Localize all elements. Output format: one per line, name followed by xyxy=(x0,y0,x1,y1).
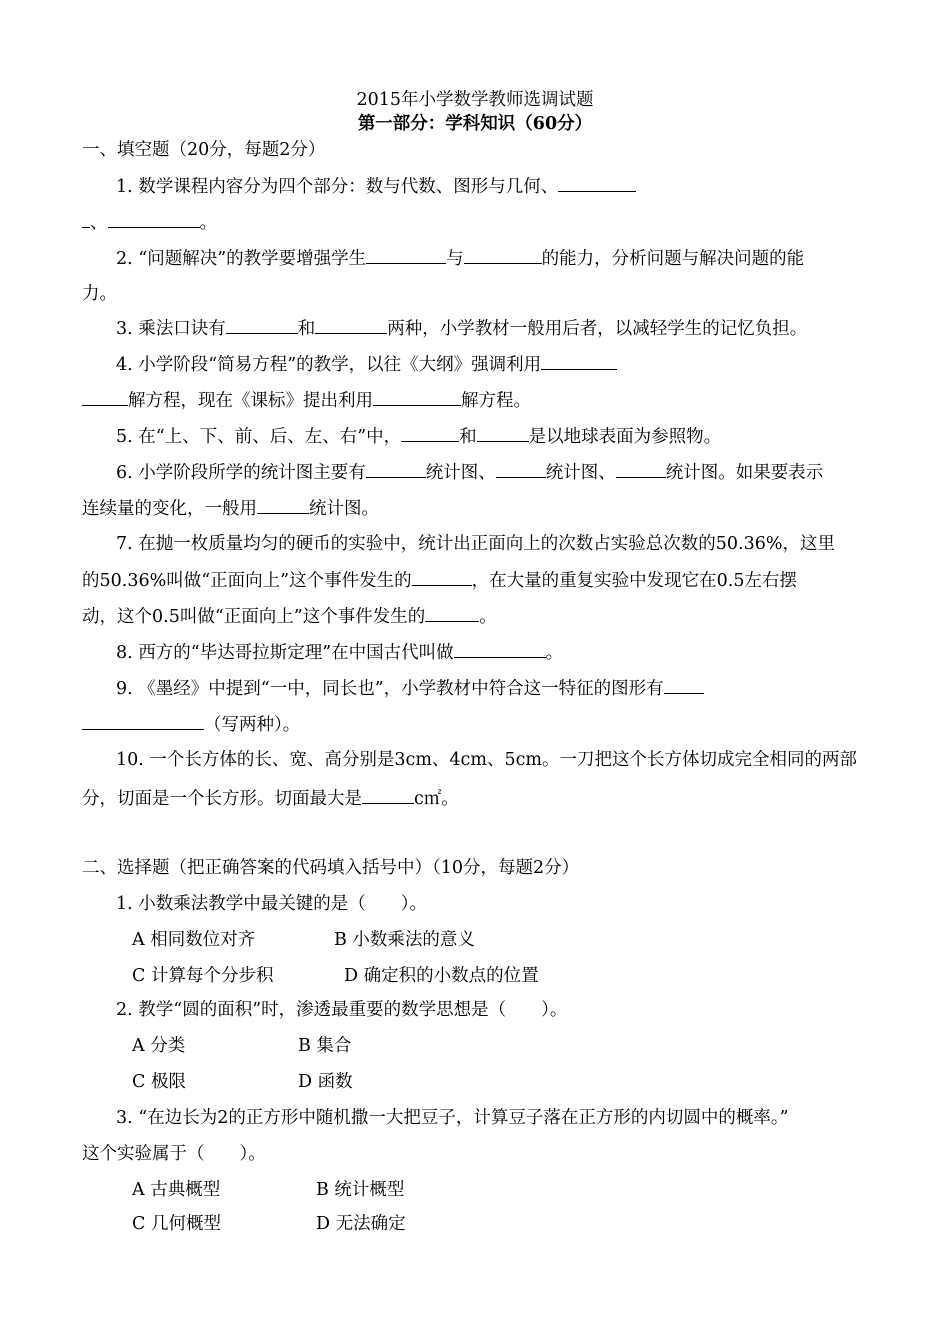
question-4-line-2: 解方程，现在《课标》提出利用 解方程。 xyxy=(82,388,531,413)
answer-blank[interactable] xyxy=(477,424,529,442)
question-3: 3. 乘法口诀有 和 两种，小学教材一般用后者，以减轻学生的记忆负担。 xyxy=(116,316,807,341)
answer-blank[interactable] xyxy=(366,460,426,478)
mc-1-option-b[interactable]: B 小数乘法的意义 xyxy=(334,930,475,950)
question-6-line-1: 6. 小学阶段所学的统计图主要有 统计图、 统计图、 统计图。如果要表示 xyxy=(116,460,823,485)
question-1-line-1: 1. 数学课程内容分为四个部分：数与代数、图形与几何、 xyxy=(116,174,636,199)
question-5: 5. 在“上、下、前、后、左、右”中， 和 是以地球表面为参照物。 xyxy=(116,424,721,449)
mc-2-option-c[interactable]: C 极限 xyxy=(132,1072,186,1092)
mc-3-option-c[interactable]: C 几何概型 xyxy=(132,1214,221,1234)
mc-question-2: 2. 教学“圆的面积”时，渗透最重要的数学思想是（ ）。 xyxy=(116,1000,568,1020)
answer-blank[interactable] xyxy=(616,460,666,478)
mc-1-option-a[interactable]: A 相同数位对齐 xyxy=(132,930,256,950)
mc-2-option-b[interactable]: B 集合 xyxy=(298,1036,352,1056)
answer-blank[interactable] xyxy=(82,388,128,406)
mc-3-option-b[interactable]: B 统计概型 xyxy=(316,1180,405,1200)
document-title: 2015年小学数学教师选调试题 xyxy=(356,90,594,110)
answer-blank[interactable] xyxy=(541,352,617,370)
answer-blank[interactable] xyxy=(664,676,704,694)
part-heading: 第一部分：学科知识（60分） xyxy=(357,114,593,134)
question-6-line-2: 连续量的变化，一般用 统计图。 xyxy=(82,496,379,521)
answer-blank[interactable] xyxy=(412,568,472,586)
answer-blank[interactable] xyxy=(362,786,414,804)
mc-2-option-d[interactable]: D 函数 xyxy=(298,1072,353,1092)
question-7-line-2: 的50.36%叫做“正面向上”这个事件发生的 ，在大量的重复实验中发现它在0.5左右摆 xyxy=(82,568,797,593)
mc-1-option-d[interactable]: D 确定积的小数点的位置 xyxy=(344,966,539,986)
question-10-line-2: 分，切面是一个长方形。切面最大是 c㎡。 xyxy=(82,786,459,811)
question-8: 8. 西方的“毕达哥拉斯定理”在中国古代叫做 。 xyxy=(116,640,563,665)
mc-3-option-a[interactable]: A 古典概型 xyxy=(132,1180,221,1200)
question-1-line-2: 、 。 xyxy=(82,210,217,235)
answer-blank[interactable] xyxy=(108,210,200,228)
section1-header: 一、填空题（20分，每题2分） xyxy=(82,140,326,160)
mc-3-option-d[interactable]: D 无法确定 xyxy=(316,1214,406,1234)
mc-question-3-line-1: 3. “在边长为2的正方形中随机撒一大把豆子，计算豆子落在正方形的内切圆中的概率。” xyxy=(116,1108,789,1128)
question-2-line-1: 2. “问题解决”的教学要增强学生 与 的能力，分析问题与解决问题的能 xyxy=(116,246,804,271)
answer-blank[interactable] xyxy=(315,316,387,334)
mc-1-option-c[interactable]: C 计算每个分步积 xyxy=(132,966,274,986)
mc-question-3-line-2: 这个实验属于（ ）。 xyxy=(82,1144,266,1164)
question-4-line-1: 4. 小学阶段“简易方程”的教学，以往《大纲》强调利用 xyxy=(116,352,617,377)
answer-blank[interactable] xyxy=(425,604,479,622)
question-10-line-1: 10. 一个长方体的长、宽、高分别是3cm、4cm、5cm。一刀把这个长方体切成完全相同的两部 xyxy=(116,750,857,770)
question-9-line-2: （写两种）。 xyxy=(82,712,300,737)
question-9-line-1: 9. 《墨经》中提到“一中，同长也”，小学教材中符合这一特征的图形有 xyxy=(116,676,704,701)
answer-blank[interactable] xyxy=(496,460,546,478)
answer-blank[interactable] xyxy=(366,246,446,264)
mc-2-option-a[interactable]: A 分类 xyxy=(132,1036,186,1056)
question-7-line-1: 7. 在抛一枚质量均匀的硬币的实验中，统计出正面向上的次数占实验总次数的50.36%，这里 xyxy=(116,534,835,554)
question-2-line-2: 力。 xyxy=(82,284,117,304)
answer-blank[interactable] xyxy=(226,316,298,334)
mc-question-1: 1. 小数乘法教学中最关键的是（ ）。 xyxy=(116,894,428,914)
answer-blank[interactable] xyxy=(454,640,546,658)
answer-blank[interactable] xyxy=(373,388,461,406)
answer-blank[interactable] xyxy=(82,712,204,730)
question-7-line-3: 动，这个0.5叫做“正面向上”这个事件发生的 。 xyxy=(82,604,497,629)
section2-header: 二、选择题（把正确答案的代码填入括号中）（10分，每题2分） xyxy=(82,858,580,878)
answer-blank[interactable] xyxy=(82,210,90,228)
answer-blank[interactable] xyxy=(257,496,309,514)
answer-blank[interactable] xyxy=(401,424,459,442)
answer-blank[interactable] xyxy=(464,246,542,264)
answer-blank[interactable] xyxy=(558,174,636,192)
